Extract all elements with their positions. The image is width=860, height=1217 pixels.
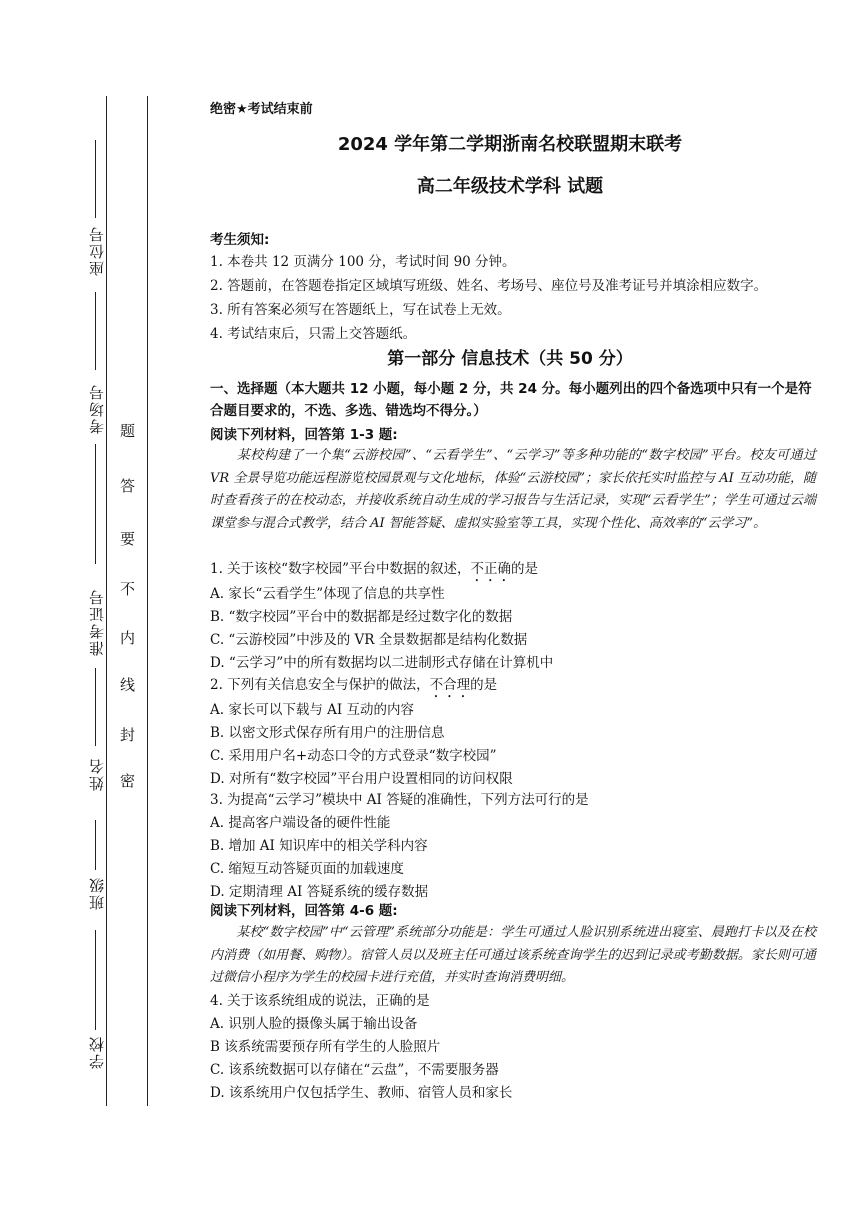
option: B. 增加 AI 知识库中的相关学科内容 — [210, 838, 428, 854]
seal-char: 封 — [120, 726, 136, 744]
notice-item: 4. 考试结束后，只需上交答题纸。 — [210, 326, 417, 342]
seal-char: 答 — [120, 477, 136, 495]
material-2: 某校“数字校园”中“云管理”系统部分功能是：学生可通过人脸识别系统进出寝室、晨跑打卡以及在校内消费（如用餐、购物）。宿管人员以及班主任可通过该系统查询学生的迟到记录或考勤数据。家长则可通过微信小程序为学生的校园卡进行充值，并实时查询消费明细。 — [210, 925, 816, 985]
option: D. 该系统用户仅包括学生、教师、宿管人员和家长 — [210, 1085, 513, 1101]
seal-char: 题 — [120, 422, 136, 440]
q1-emphasis: 不正确 — [470, 561, 511, 577]
class-blank — [95, 820, 96, 870]
seat-label: 座位号 — [88, 225, 106, 276]
option: C. 采用用户名+动态口令的方式登录“数字校园” — [210, 748, 497, 764]
seal-char: 要 — [120, 530, 136, 548]
notice-heading: 考生须知: — [210, 232, 270, 248]
option: C. 该系统数据可以存储在“云盘”，不需要服务器 — [210, 1062, 499, 1078]
seal-char: 内 — [120, 629, 136, 647]
seal-char: 密 — [120, 772, 136, 790]
notice-item: 1. 本卷共 12 页满分 100 分，考试时间 90 分钟。 — [210, 254, 516, 270]
seal-char: 线 — [120, 676, 136, 694]
option: A. 家长可以下载与 AI 互动的内容 — [210, 702, 414, 718]
seal-line-notice — [116, 420, 140, 790]
school-blank — [95, 930, 96, 1030]
exam-subtitle: 高二年级技术学科 试题 — [416, 176, 604, 197]
seat-blank — [95, 140, 96, 218]
option: B. 以密文形式保存所有用户的注册信息 — [210, 725, 445, 741]
notice-item: 3. 所有答案必须写在答题纸上，写在试卷上无效。 — [210, 302, 511, 318]
class-label: 班级 — [88, 876, 106, 910]
option: C. “云游校园”中涉及的 VR 全景数据都是结构化数据 — [210, 632, 528, 648]
seal-char: 不 — [120, 580, 136, 598]
question-4-stem: 4. 关于该系统组成的说法，正确的是 — [210, 993, 430, 1009]
room-seat-blank — [95, 292, 96, 370]
notice-item: 2. 答题前，在答题卷指定区域填写班级、姓名、考场号、座位号及准考证号并填涂相应数字。 — [210, 278, 768, 294]
material-1: 某校构建了一个集“云游校园”、“云看学生”、“云学习”等多种功能的“数字校园”平台。校友可通过 VR 全景导览功能远程游览校园景观与文化地标，体验“云游校园”；家长依托实时监控与 AI 互动功能，随时查看孩子的在校动态，并接收系统自动生成的学习报告与生活记录，实现“云看学生”；学生可通过云端课堂参与混合式教学，结合 AI 智能答疑、虚拟实验室等工具，实现个性化、高效率的“云学习”。 — [210, 448, 816, 531]
option: B 该系统需要预存所有学生的人脸照片 — [210, 1039, 441, 1055]
ticket-label: 准考证号 — [88, 588, 106, 656]
name-blank — [95, 668, 96, 746]
option: A. 识别人脸的摄像头属于输出设备 — [210, 1016, 418, 1032]
binding-line-inner — [147, 96, 148, 1106]
q2-stem-a: 2. 下列有关信息安全与保护的做法， — [210, 677, 430, 693]
option: A. 提高客户端设备的硬件性能 — [210, 815, 391, 831]
q2-emphasis: 不合理 — [429, 677, 471, 693]
option: D. “云学习”中的所有数据均以二进制形式存储在计算机中 — [210, 655, 554, 671]
confidential-label: 绝密★考试结束前 — [210, 102, 313, 117]
question-2-stem — [210, 673, 497, 701]
school-label: 学校 — [88, 1035, 106, 1069]
name-label: 姓名 — [88, 757, 106, 791]
option: D. 定期清理 AI 答疑系统的缓存数据 — [210, 884, 429, 900]
option: D. 对所有“数字校园”平台用户设置相同的访问权限 — [210, 771, 513, 787]
option: A. 家长“云看学生”体现了信息的共享性 — [210, 586, 445, 602]
ticket-blank — [95, 444, 96, 564]
reading-instruction-2: 阅读下列材料，回答第 4-6 题: — [210, 903, 398, 919]
q1-stem-b: 的是 — [510, 561, 538, 577]
option: C. 缩短互动答疑页面的加载速度 — [210, 861, 404, 877]
question-3-stem: 3. 为提高“云学习”模块中 AI 答疑的准确性，下列方法可行的是 — [210, 792, 589, 808]
q1-stem-a: 1. 关于该校“数字校园”平台中数据的叙述， — [210, 561, 471, 577]
room-label: 考场号 — [88, 383, 106, 434]
exam-title: 2024 学年第二学期浙南名校联盟期末联考 — [337, 134, 683, 155]
part-title: 第一部分 信息技术（共 50 分） — [387, 349, 633, 369]
q2-stem-b: 的是 — [470, 677, 498, 693]
option: B. “数字校园”平台中的数据都是经过数字化的数据 — [210, 609, 513, 625]
reading-instruction-1: 阅读下列材料，回答第 1-3 题: — [210, 427, 398, 443]
question-1-stem — [210, 557, 538, 585]
section-heading: 一、选择题（本大题共 12 小题，每小题 2 分，共 24 分。每小题列出的四个备选项中只有一个是符合题目要求的，不选、多选、错选均不得分。） — [210, 381, 812, 419]
